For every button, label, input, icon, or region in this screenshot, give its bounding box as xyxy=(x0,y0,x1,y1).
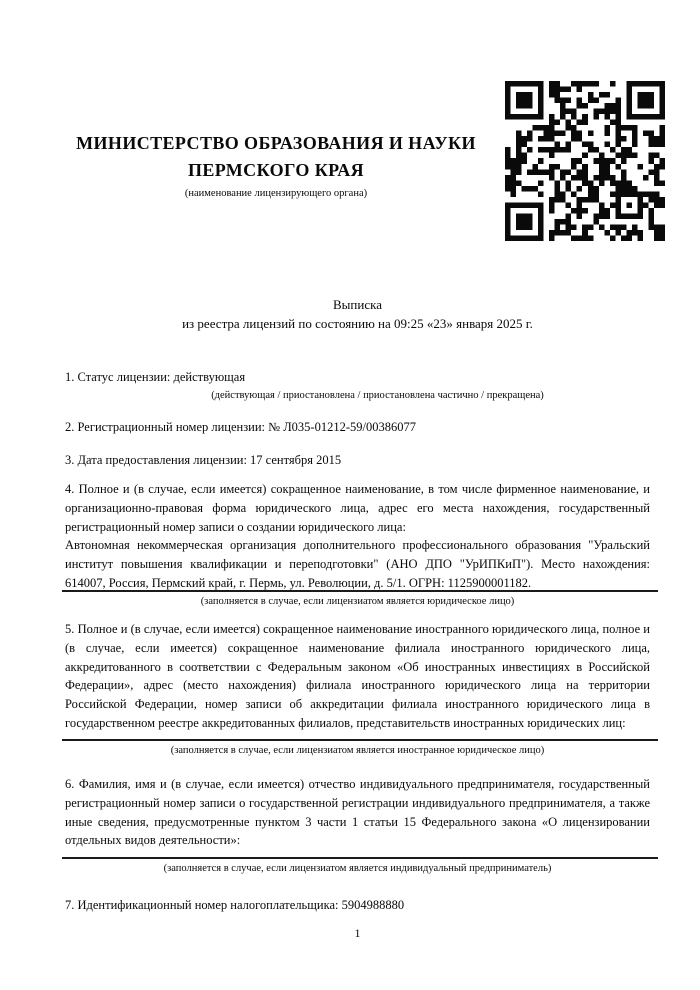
ministry-name-line1: МИНИСТЕРСТВО ОБРАЗОВАНИЯ И НАУКИ xyxy=(76,133,476,153)
field-legal-entity xyxy=(65,480,650,593)
authority-name-caption: (наименование лицензирующего органа) xyxy=(184,188,368,199)
field-legal-entity-caption: (заполняется в случае, если лицензиатом является юридическое лицо) xyxy=(200,596,515,607)
title-line1: Выписка xyxy=(333,297,382,312)
field-license-status: 1. Статус лицензии: действующая xyxy=(65,370,246,384)
field-taxpayer-id: 7. Идентификационный номер налогоплательщика: 5904988880 xyxy=(65,898,405,912)
document-header xyxy=(65,130,487,200)
ministry-name-line2: ПЕРМСКОГО КРАЯ xyxy=(187,160,365,180)
fill-in-rule-foreign-entity xyxy=(62,739,658,741)
field-registration-number: 2. Регистрационный номер лицензии: № Л035-01212-59/00386077 xyxy=(65,420,416,434)
field-foreign-entity-caption: (заполняется в случае, если лицензиатом является иностранное юридическое лицо) xyxy=(170,745,545,756)
fill-in-rule-legal-entity xyxy=(62,590,658,592)
field-individual-entrepreneur: 6. Фамилия, имя и (в случае, если имеется) отчество индивидуального предпринимателя, государственный регистрационный номер записи о государственной регистрации индивидуального предпринимателя, а также иные сведения, предусмотренные пунктом 3 части 1 статьи 15 Федерального закона «О лицензировании отдельных видов деятельности»: xyxy=(65,777,650,848)
qr-code-icon xyxy=(505,80,665,242)
field-license-status-caption: (действующая / приостановлена / приостановлена частично / прекращена) xyxy=(211,390,544,401)
field-license-grant-date: 3. Дата предоставления лицензии: 17 сентября 2015 xyxy=(65,453,342,467)
licensing-authority-name xyxy=(65,130,487,184)
field-legal-entity-label: 4. Полное и (в случае, если имеется) сокращенное наименование, в том числе фирменное наименование, и организационно-правовая форма юридического лица, адрес его места нахождения, государственный регистрационный номер записи о создании юридического лица: xyxy=(65,482,650,534)
field-legal-entity-value: Автономная некоммерческая организация дополнительного профессионального образования "Уральский институт повышения квалификации и переподготовки" (АНО ДПО "УрИПКиП"). Место нахождения: 614007, Россия, Пермский край, г. Пермь, ул. Революции, д. 5/1. ОГРН: 1125900001182. xyxy=(65,538,650,590)
page-number: 1 xyxy=(354,926,361,940)
fill-in-rule-entrepreneur xyxy=(62,857,658,859)
field-foreign-legal-entity: 5. Полное и (в случае, если имеется) сокращенное наименование иностранного юридического лица, полное и (в случае, если имеется) сокращенное наименование филиала иностранного юридического лица, аккредитованного в соответствии с Федеральным законом «Об иностранных инвестициях в Российской Федерации», адрес (место нахождения) филиала иностранного юридического лица на территории Российской Федерации, номер записи об аккредитации филиала иностранного юридического лица в государственном реестре аккредитованных филиалов, представительств иностранных юридических лиц: xyxy=(65,622,650,730)
field-entrepreneur-caption: (заполняется в случае, если лицензиатом является индивидуальный предприниматель) xyxy=(163,863,552,874)
document-title xyxy=(65,296,650,334)
title-line2: из реестра лицензий по состоянию на 09:25 «23» января 2025 г. xyxy=(182,315,533,331)
